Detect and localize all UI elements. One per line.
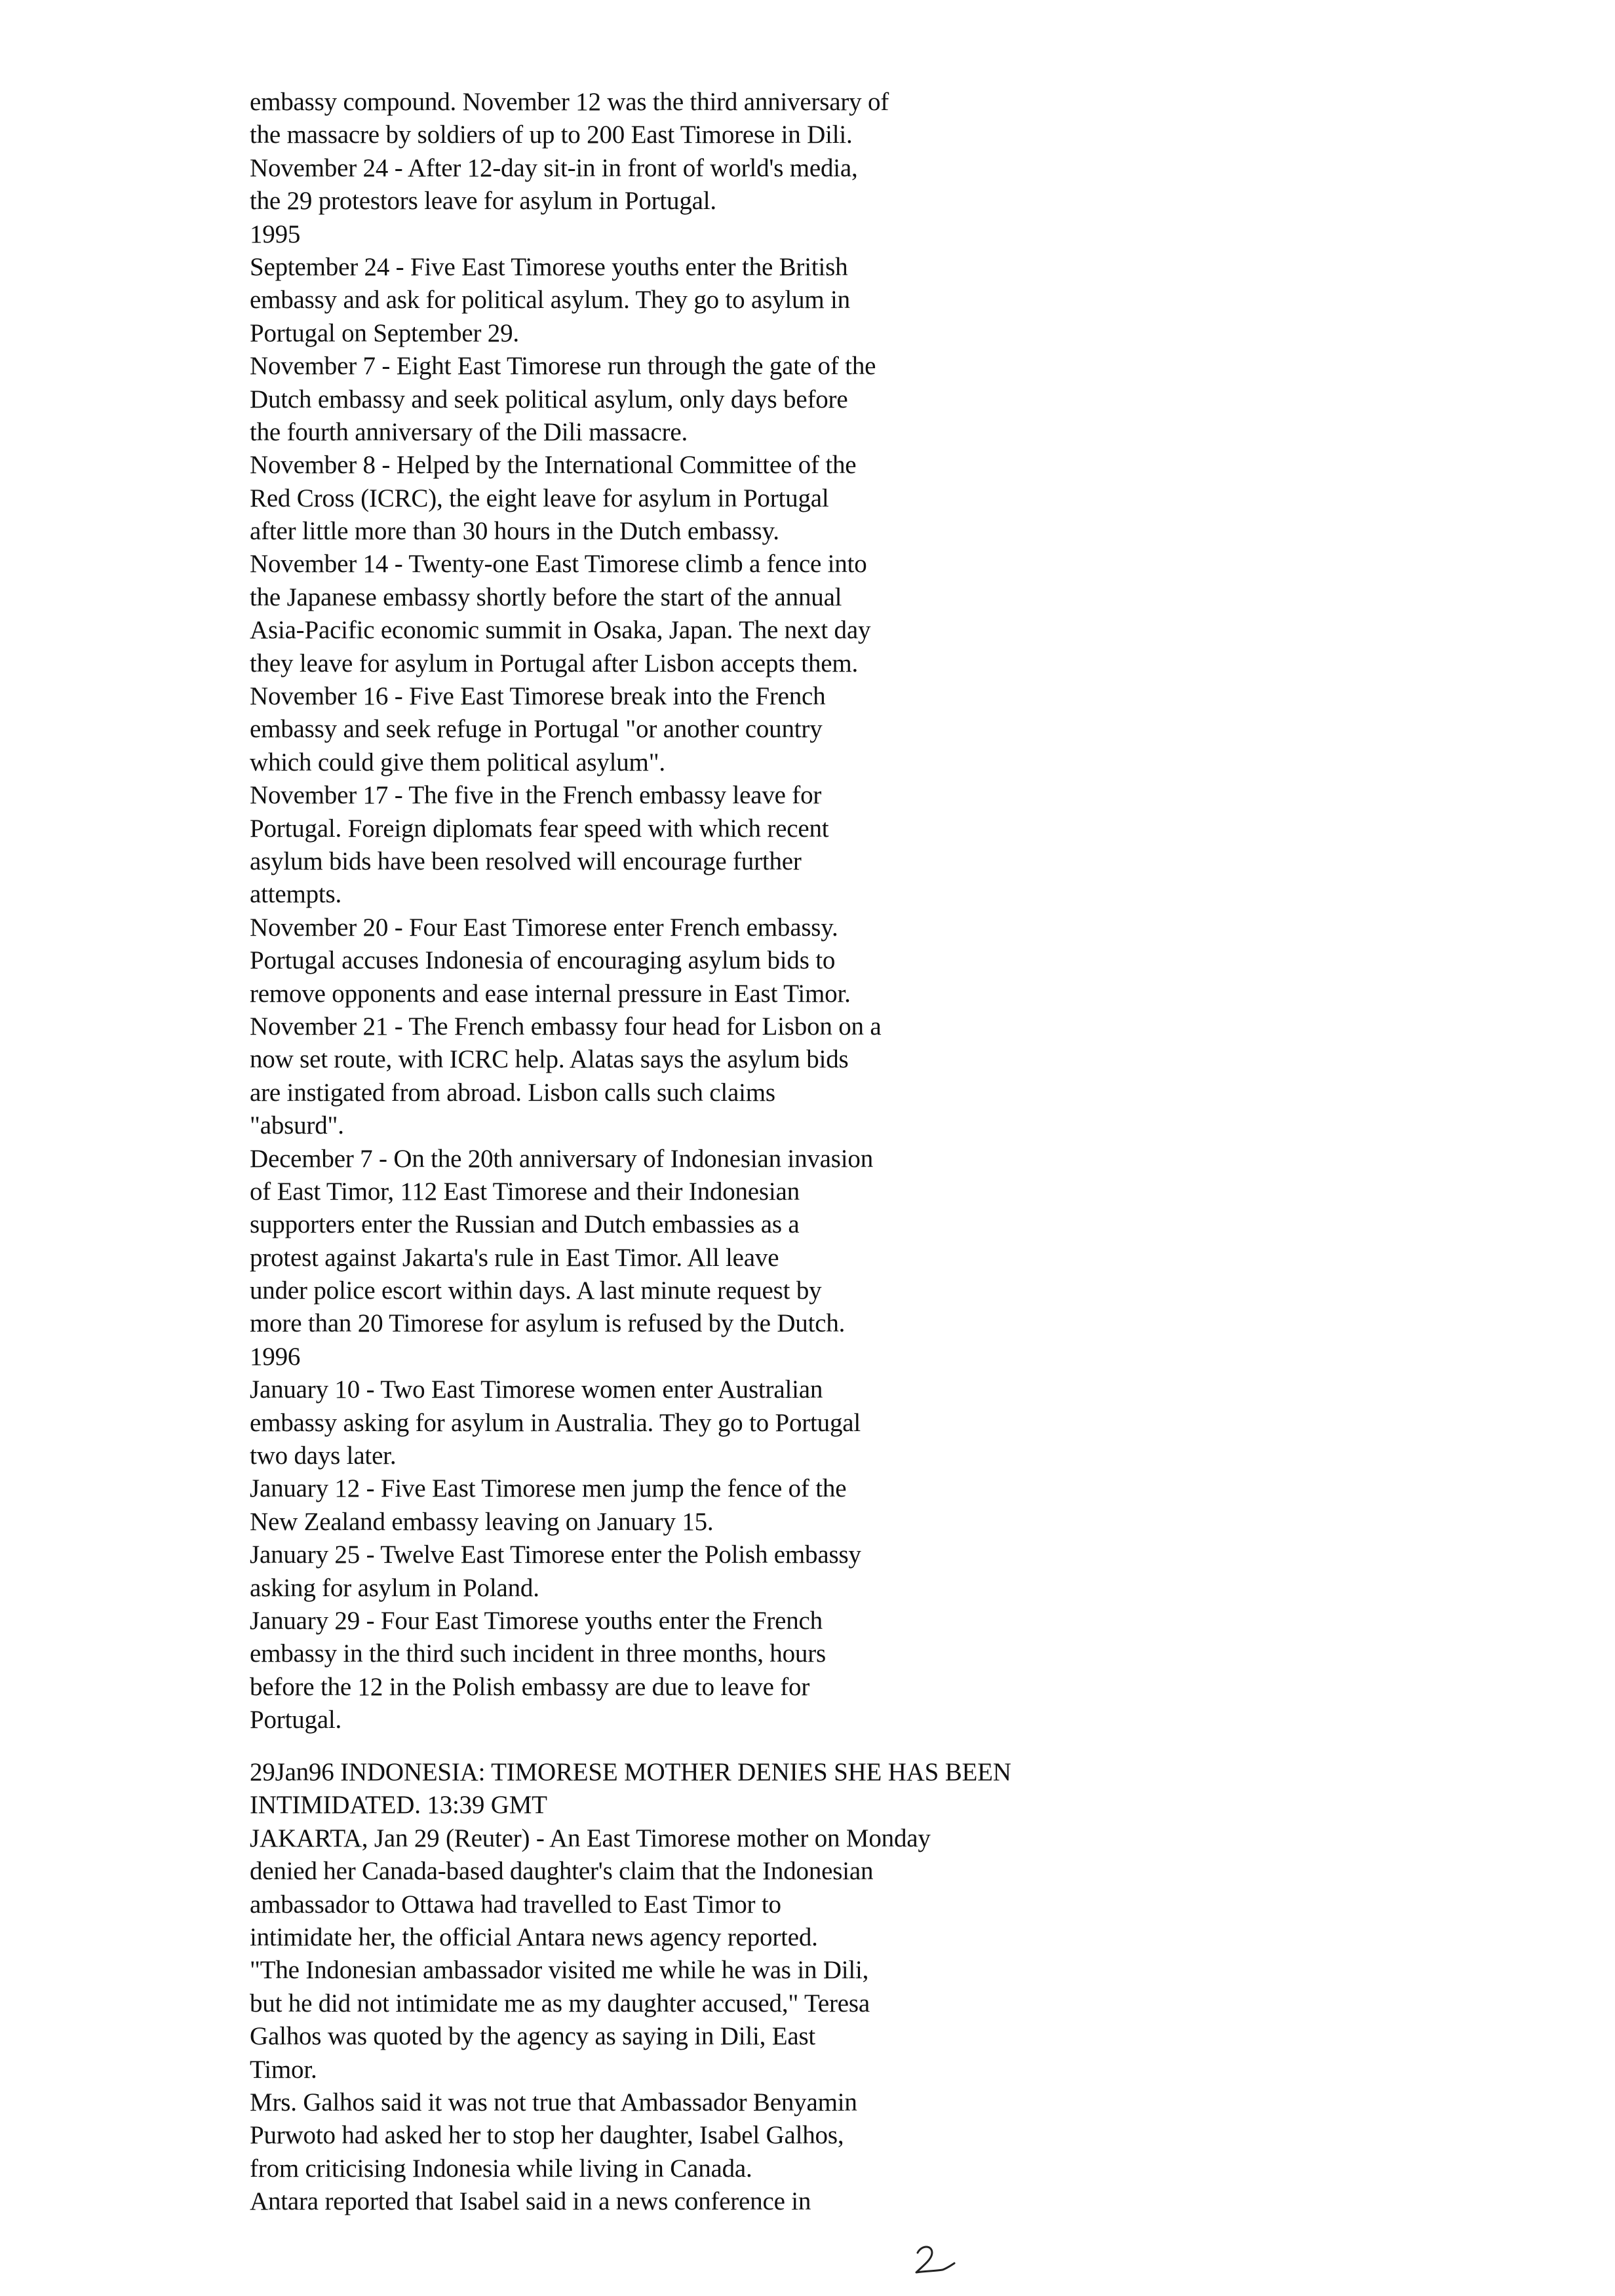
chronology-line: Portugal. Foreign diplomats fear speed with which recent bbox=[250, 814, 829, 843]
chronology-line: more than 20 Timorese for asylum is refused by the Dutch. bbox=[250, 1309, 846, 1338]
chronology-line: Asia-Pacific economic summit in Osaka, Japan. The next day bbox=[250, 616, 871, 645]
chronology-line: the 29 protestors leave for asylum in Portugal. bbox=[250, 187, 716, 216]
story-line: JAKARTA, Jan 29 (Reuter) - An East Timorese mother on Monday bbox=[250, 1824, 931, 1852]
chronology-line: January 29 - Four East Timorese youths enter the French bbox=[250, 1606, 823, 1635]
chronology-line: September 24 - Five East Timorese youths enter the British bbox=[250, 252, 848, 281]
chronology-line: January 12 - Five East Timorese men jump the fence of the bbox=[250, 1474, 847, 1503]
chronology-line: now set route, with ICRC help. Alatas says the asylum bids bbox=[250, 1045, 849, 1074]
story-line: denied her Canada-based daughter's claim that the Indonesian bbox=[250, 1857, 874, 1886]
chronology-line: are instigated from abroad. Lisbon calls such claims bbox=[250, 1078, 775, 1107]
chronology-line: November 16 - Five East Timorese break into the French bbox=[250, 682, 826, 711]
story-line: intimidate her, the official Antara news agency reported. bbox=[250, 1923, 818, 1951]
chronology-line: November 7 - Eight East Timorese run through the gate of the bbox=[250, 352, 876, 381]
chronology-line: under police escort within days. A last minute request by bbox=[250, 1276, 822, 1305]
chronology-line: 1996 bbox=[250, 1342, 301, 1371]
story-line: 29Jan96 INDONESIA: TIMORESE MOTHER DENIES SHE HAS BEEN bbox=[250, 1758, 1011, 1786]
chronology-line: the massacre by soldiers of up to 200 East Timorese in Dili. bbox=[250, 121, 853, 149]
chronology-line: Portugal accuses Indonesia of encouraging asylum bids to bbox=[250, 946, 836, 975]
chronology-line: November 24 - After 12-day sit-in in front of world's media, bbox=[250, 153, 858, 182]
story-line: Mrs. Galhos said it was not true that Ambassador Benyamin bbox=[250, 2088, 857, 2116]
story-line: Antara reported that Isabel said in a news conference in bbox=[250, 2187, 811, 2216]
chronology-text bbox=[250, 86, 1495, 1737]
chronology-line: November 17 - The five in the French embassy leave for bbox=[250, 781, 822, 810]
chronology-line: after little more than 30 hours in the Dutch embassy. bbox=[250, 517, 779, 546]
chronology-line: January 25 - Twelve East Timorese enter the Polish embassy bbox=[250, 1540, 861, 1569]
chronology-line: two days later. bbox=[250, 1442, 397, 1470]
chronology-line: the Japanese embassy shortly before the start of the annual bbox=[250, 583, 842, 611]
story-line: Timor. bbox=[250, 2055, 317, 2084]
chronology-line: before the 12 in the Polish embassy are due to leave for bbox=[250, 1672, 810, 1701]
story-line: from criticising Indonesia while living in Canada. bbox=[250, 2154, 752, 2183]
chronology-line: November 21 - The French embassy four head for Lisbon on a bbox=[250, 1012, 882, 1041]
news-story-text bbox=[250, 1756, 1495, 2218]
handwritten-page-number bbox=[908, 2238, 961, 2278]
chronology-line: Portugal. bbox=[250, 1706, 342, 1734]
chronology-line: remove opponents and ease internal pressure in East Timor. bbox=[250, 979, 851, 1008]
chronology-line: December 7 - On the 20th anniversary of Indonesian invasion bbox=[250, 1144, 873, 1173]
chronology-line: asking for asylum in Poland. bbox=[250, 1573, 539, 1602]
chronology-line: supporters enter the Russian and Dutch embassies as a bbox=[250, 1210, 800, 1239]
chronology-line: embassy in the third such incident in three months, hours bbox=[250, 1639, 826, 1668]
chronology-line: Portugal on September 29. bbox=[250, 318, 519, 347]
chronology-line: the fourth anniversary of the Dili massacre. bbox=[250, 417, 688, 446]
chronology-line: 1995 bbox=[250, 220, 301, 248]
chronology-line: "absurd". bbox=[250, 1111, 344, 1140]
story-line: INTIMIDATED. 13:39 GMT bbox=[250, 1791, 547, 1820]
story-line: Galhos was quoted by the agency as saying in Dili, East bbox=[250, 2022, 816, 2051]
chronology-line: embassy and ask for political asylum. They go to asylum in bbox=[250, 286, 850, 315]
chronology-line: which could give them political asylum". bbox=[250, 748, 665, 776]
story-line: but he did not intimidate me as my daughter accused," Teresa bbox=[250, 1989, 870, 2018]
chronology-line: November 20 - Four East Timorese enter French embassy. bbox=[250, 913, 838, 942]
chronology-line: embassy asking for asylum in Australia. They go to Portugal bbox=[250, 1408, 861, 1437]
chronology-line: January 10 - Two East Timorese women enter Australian bbox=[250, 1375, 823, 1404]
story-line: Purwoto had asked her to stop her daughter, Isabel Galhos, bbox=[250, 2121, 844, 2150]
chronology-line: Red Cross (ICRC), the eight leave for asylum in Portugal bbox=[250, 484, 829, 512]
chronology-line: protest against Jakarta's rule in East Timor. All leave bbox=[250, 1243, 779, 1272]
chronology-line: November 8 - Helped by the International Committee of the bbox=[250, 451, 857, 480]
chronology-line: Dutch embassy and seek political asylum, only days before bbox=[250, 385, 848, 413]
chronology-line: attempts. bbox=[250, 880, 342, 909]
chronology-line: they leave for asylum in Portugal after Lisbon accepts them. bbox=[250, 649, 859, 678]
chronology-line: embassy compound. November 12 was the third anniversary of bbox=[250, 88, 889, 116]
chronology-line: embassy and seek refuge in Portugal "or another country bbox=[250, 715, 823, 744]
chronology-line: asylum bids have been resolved will encourage further bbox=[250, 847, 802, 875]
chronology-line: November 14 - Twenty-one East Timorese climb a fence into bbox=[250, 550, 867, 579]
story-line: ambassador to Ottawa had travelled to East Timor to bbox=[250, 1890, 781, 1919]
chronology-line: New Zealand embassy leaving on January 15. bbox=[250, 1507, 714, 1536]
chronology-line: of East Timor, 112 East Timorese and their Indonesian bbox=[250, 1177, 800, 1206]
story-line: "The Indonesian ambassador visited me while he was in Dili, bbox=[250, 1956, 869, 1985]
